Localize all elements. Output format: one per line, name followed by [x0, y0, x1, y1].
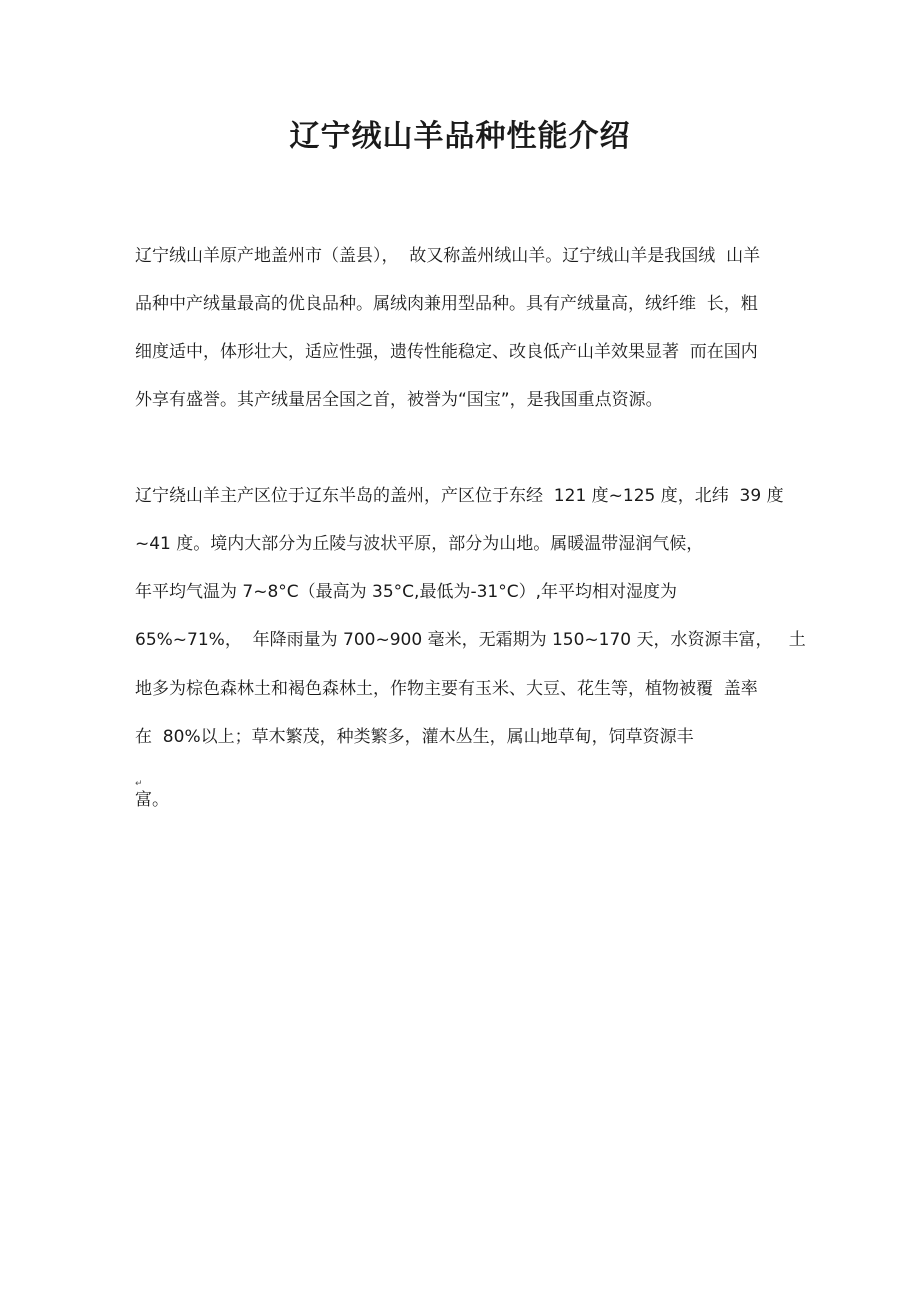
document-title: 辽宁绒山羊品种性能介绍: [289, 119, 631, 154]
paragraph-line: 辽宁绒山羊原产地盖州市（盖县）， 故又称盖州绒山羊。辽宁绒山羊是我国绒 山羊: [135, 246, 761, 266]
paragraph-line: 65%~71%， 年降雨量为 700~900 毫米，无霜期为 150~170 天，水资源丰富， 土: [135, 630, 806, 650]
paragraph-line: 富。: [135, 790, 169, 810]
paragraph-line: 年平均气温为 7~8°C（最高为 35°C,最低为-31°C）,年平均相对湿度为: [135, 582, 677, 602]
paragraph-line: 外享有盛誉。其产绒量居全国之首，被誉为“国宝”，是我国重点资源。: [135, 390, 663, 410]
paragraph-line: 品种中产绒量最高的优良品种。属绒肉兼用型品种。具有产绒量高，绒纤维 长，粗: [135, 294, 758, 314]
paragraph-mark-icon: ↵: [135, 779, 143, 789]
paragraph-line: 辽宁绕山羊主产区位于辽东半岛的盖州，产区位于东经 121 度~125 度，北纬 39 度: [135, 486, 784, 506]
paragraph-line: 细度适中，体形壮大，适应性强，遗传性能稳定、改良低产山羊效果显著 而在国内: [135, 342, 758, 362]
paragraph-line: 在 80%以上；草木繁茂，种类繁多，灌木丛生，属山地草甸，饲草资源丰: [135, 727, 694, 747]
paragraph-line: 地多为棕色森林土和褐色森林土，作物主要有玉米、大豆、花生等，植物被覆 盖率: [135, 679, 758, 699]
paragraph-line: ~41 度。境内大部分为丘陵与波状平原，部分为山地。属暖温带湿润气候，: [135, 534, 704, 554]
